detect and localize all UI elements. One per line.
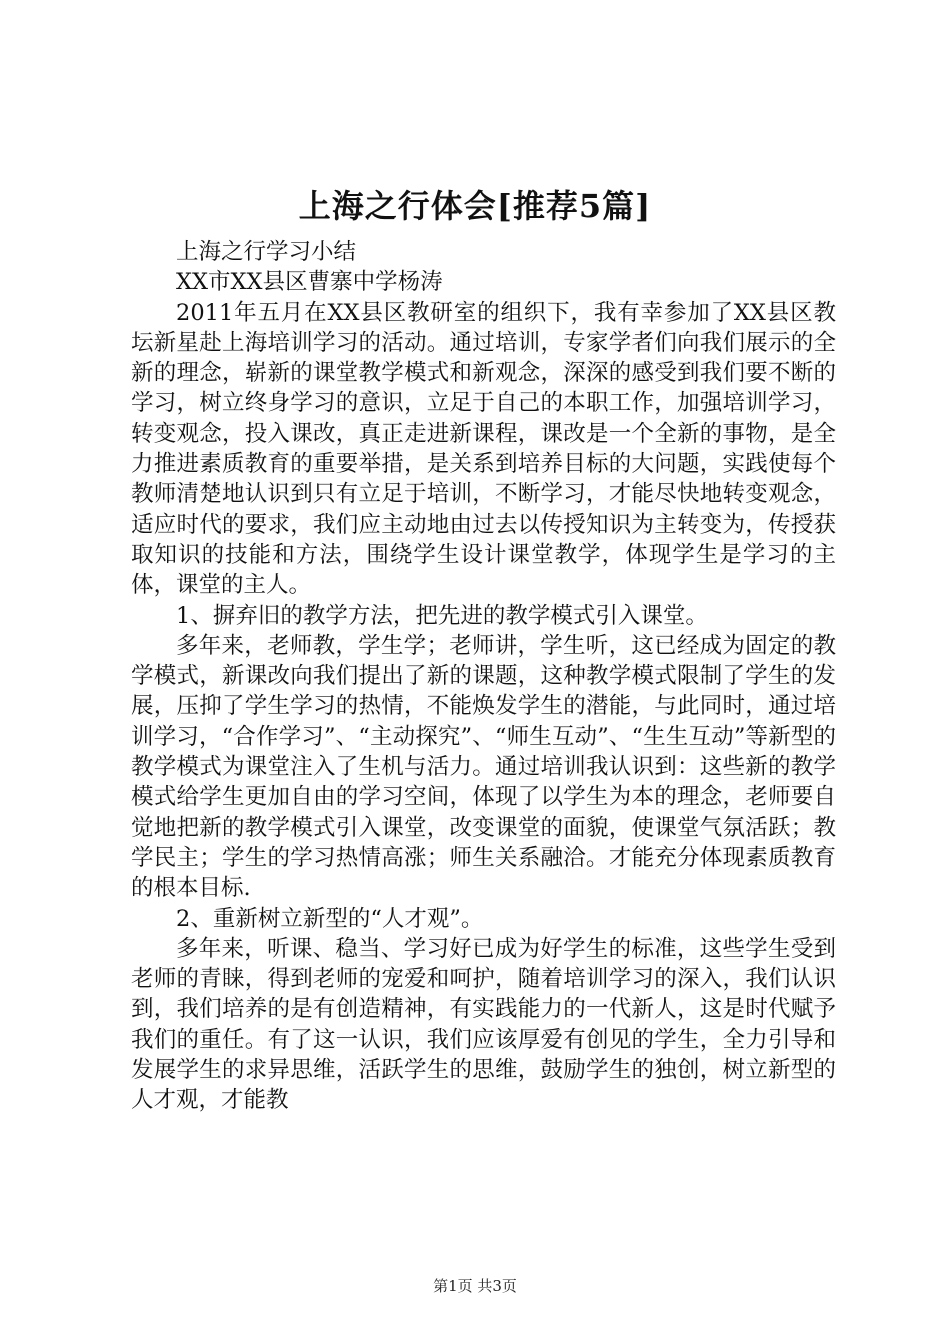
paragraph-heading-2: 2、重新树立新型的“人才观”。 (176, 905, 484, 932)
document-title: 上海之行体会[推荐5篇] (298, 187, 652, 225)
page-footer: 第1页 共3页 (433, 1277, 517, 1295)
paragraph-section-2: 多年来，听课、稳当、学习好已成为好学生的标准，这些学生受到老师的青睐，得到老师的宠爱和呵护，随着培训学习的深入，我们认识到，我们培养的是有创造精神，有实践能力的一代新人，这是时代赋予我们的重任。有了这一认识，我们应该厚爱有创见的学生，全力引导和发展学生的求异思维，活跃学生的思维，鼓励学生的独创，树立新型的人才观，才能教 (131, 935, 836, 1114)
paragraph-section-1: 多年来，老师教，学生学；老师讲，学生听，这已经成为固定的教学模式，新课改向我们提出了新的课题，这种教学模式限制了学生的发展，压抑了学生学习的热情，不能焕发学生的潜能，与此同时，通过培训学习，“合作学习”、“主动探究”、“师生互动”、“生生互动”等新型的教学模式为课堂注入了生机与活力。通过培训我认识到：这些新的教学模式给学生更加自由的学习空间，体现了以学生为本的理念，老师要自觉地把新的教学模式引入课堂，改变课堂的面貌，使课堂气氛活跃；教学民主；学生的学习热情高涨；师生关系融洽。才能充分体现素质教育的根本目标. (131, 632, 836, 902)
paragraph-author: XX市XX县区曹寨中学杨涛 (176, 269, 443, 296)
paragraph-subtitle: 上海之行学习小结 (176, 239, 357, 265)
paragraph-heading-1: 1、摒弃旧的教学方法，把先进的教学模式引入课堂。 (176, 602, 708, 629)
document-body (131, 237, 836, 1116)
paragraph-intro: 2011年五月在XX县区教研室的组织下，我有幸参加了XX县区教坛新星赴上海培训学习的活动。通过培训，专家学者们向我们展示的全新的理念，崭新的课堂教学模式和新观念，深深的感受到我们要不断的学习，树立终身学习的意识，立足于自己的本职工作，加强培训学习，转变观念，投入课改，真正走进新课程，课改是一个全新的事物，是全力推进素质教育的重要举措，是关系到培养目标的大问题，实践使每个教师清楚地认识到只有立足于培训，不断学习，才能尽快地转变观念，适应时代的要求，我们应主动地由过去以传授知识为主转变为，传授获取知识的技能和方法，围绕学生设计课堂教学，体现学生是学习的主体，课堂的主人。 (131, 299, 836, 599)
